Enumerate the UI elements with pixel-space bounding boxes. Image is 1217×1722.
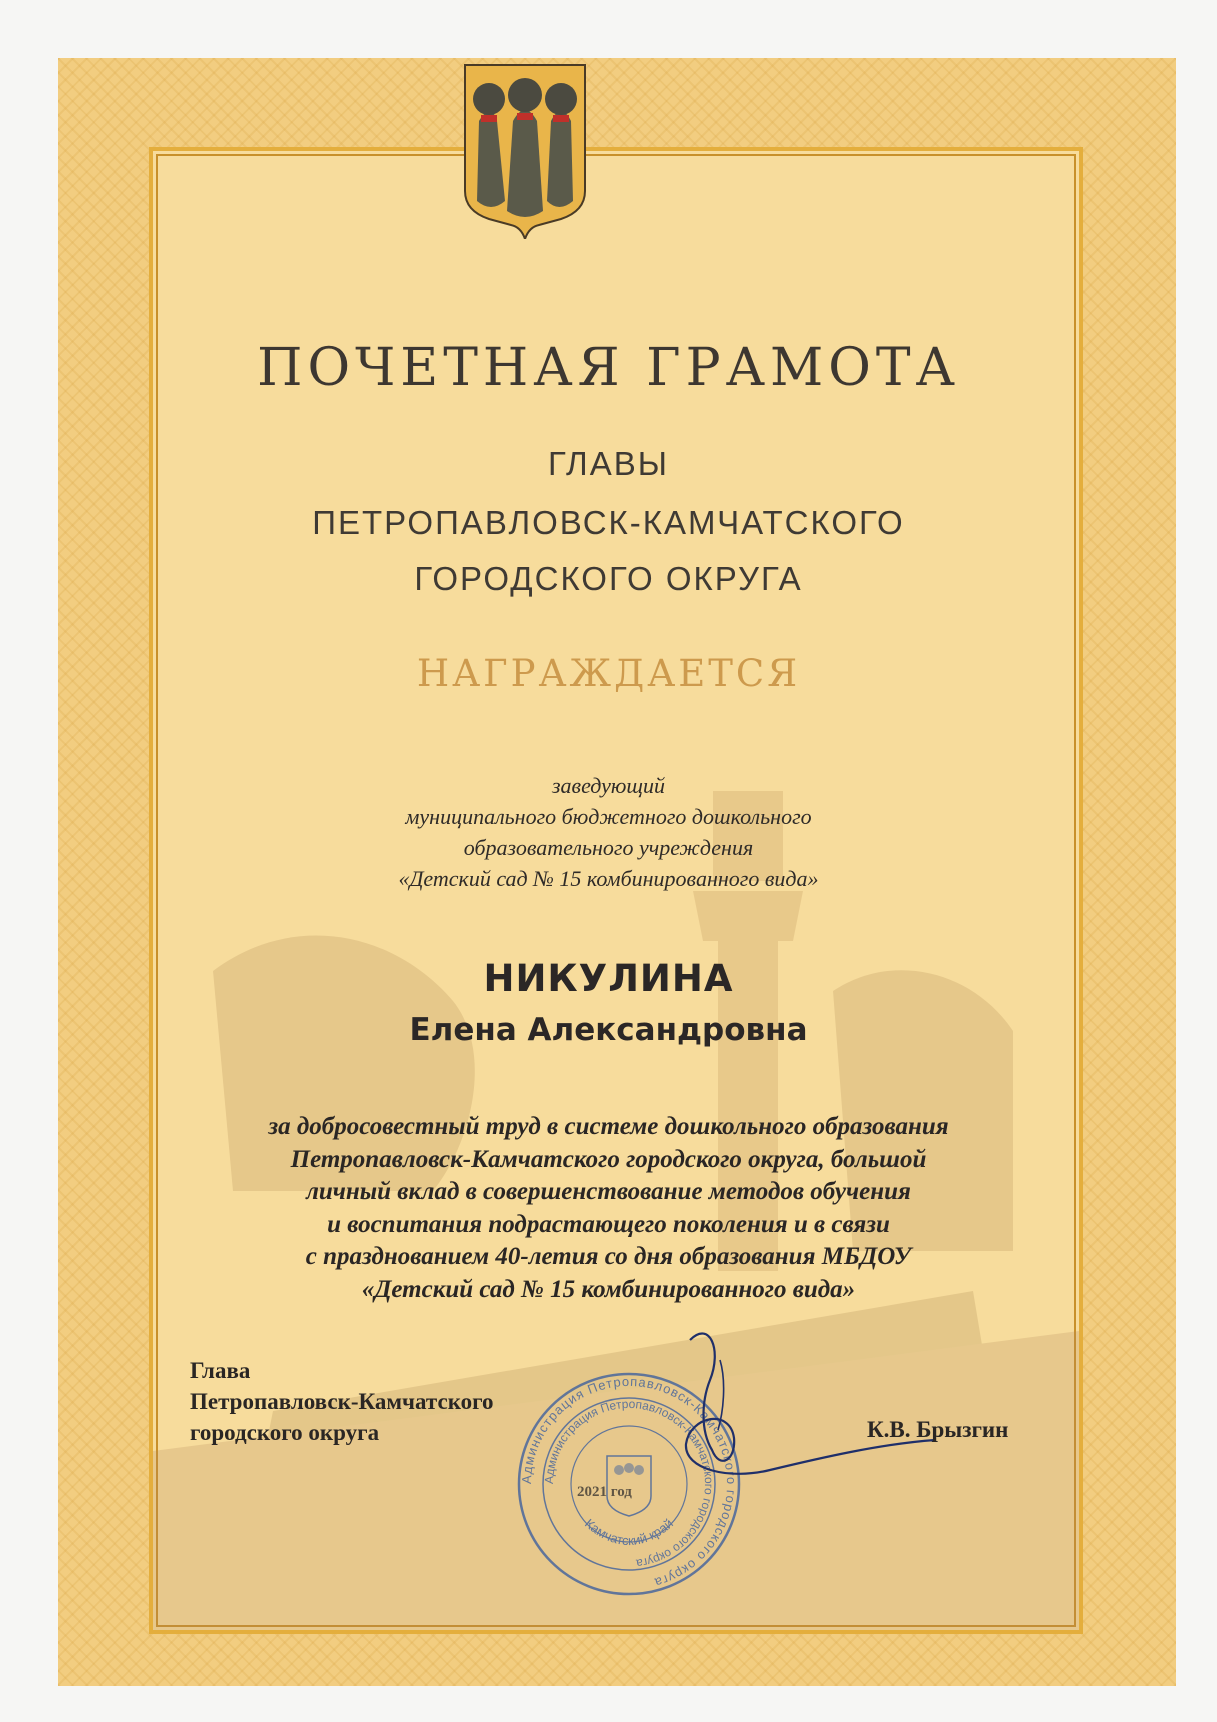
subtitle-line: ГОРОДСКОГО ОКРУГА xyxy=(414,560,803,597)
signer-title-line: городского округа xyxy=(190,1420,380,1445)
position-line: муниципального бюджетного дошкольного xyxy=(405,804,812,829)
coat-of-arms-emblem xyxy=(461,61,589,239)
signer-title-line: Глава xyxy=(190,1358,251,1383)
svg-text:Камчатский край xyxy=(582,1516,676,1548)
recipient-surname: НИКУЛИНА xyxy=(483,957,734,1000)
reason-line: за добросовестный труд в системе дошкольного образования xyxy=(268,1113,949,1140)
reason-line: «Детский сад № 15 комбинированного вида» xyxy=(361,1275,856,1303)
subtitle-line: ГЛАВЫ xyxy=(548,445,669,482)
signer-title-line: Петропавловск-Камчатского xyxy=(190,1389,494,1414)
signer-name: К.В. Брызгин xyxy=(867,1417,1009,1442)
reason-line: Петропавловск-Камчатского городского округа, большой xyxy=(290,1145,927,1173)
reason-line: и воспитания подрастающего поколения и в связи xyxy=(327,1210,890,1238)
signer-title xyxy=(190,1355,494,1448)
stamp-inner-text: Администрация Петропавловск-Камчатского городского округа xyxy=(541,1396,717,1571)
reason-line: личный вклад в совершенствование методов обучения xyxy=(306,1178,911,1205)
subtitle-line: ПЕТРОПАВЛОВСК-КАМЧАТСКОГО xyxy=(312,504,905,541)
award-reason xyxy=(0,1111,1217,1306)
position-line: заведующий xyxy=(551,773,666,798)
stamp-outer-text: Администрация Петропавловск-Камчатского городского округа xyxy=(518,1373,740,1591)
position-line: «Детский сад № 15 комбинированного вида» xyxy=(398,866,819,891)
recipient-given-names: Елена Александровна xyxy=(409,1012,808,1048)
certificate-title: ПОЧЕТНАЯ ГРАМОТА xyxy=(257,338,960,398)
reason-line: с празднованием 40-летия со дня образования МБДОУ xyxy=(305,1243,912,1270)
position-line: образовательного учреждения xyxy=(463,835,754,860)
awarded-label: НАГРАЖДАЕТСЯ xyxy=(416,652,801,695)
stamp-region: Камчатский край xyxy=(582,1515,676,1549)
handwritten-signature xyxy=(650,1320,950,1500)
recipient-position xyxy=(0,770,1217,894)
stamp-year: 2021 год xyxy=(577,1484,632,1500)
